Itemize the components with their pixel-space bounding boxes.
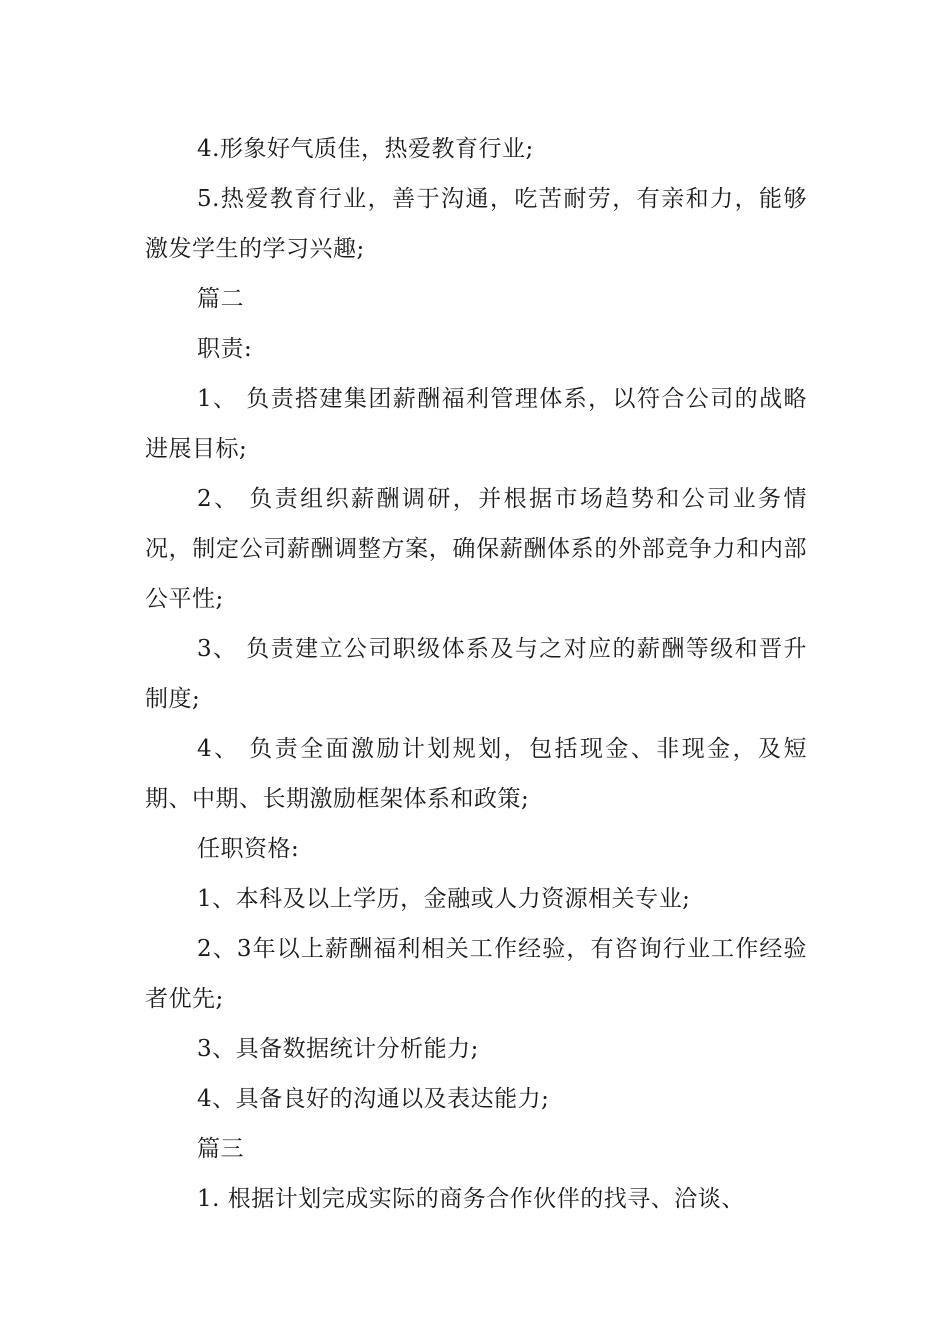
qualification-item-1: 1、本科及以上学历，金融或人力资源相关专业; (197, 886, 691, 912)
paragraph-requirement-5: 5.热爱教育行业，善于沟通，吃苦耐劳，有亲和力，能够激发学生的学习兴趣; (145, 186, 807, 262)
qualification-item-3: 3、具备数据统计分析能力; (197, 1036, 479, 1062)
section-heading-2: 篇二 (197, 286, 244, 312)
qualification-item-2: 2、3年以上薪酬福利相关工作经验，有咨询行业工作经验者优先; (145, 936, 807, 1012)
duty-item-2: 2、 负责组织薪酬调研，并根据市场趋势和公司业务情况，制定公司薪酬调整方案，确保薪酬体系的外部竞争力和内部公平性; (145, 486, 807, 612)
qualification-item-4: 4、具备良好的沟通以及表达能力; (197, 1086, 550, 1112)
section3-item-1: 1. 根据计划完成实际的商务合作伙伴的找寻、洽谈、 (197, 1186, 745, 1212)
qualifications-heading: 任职资格: (197, 836, 300, 862)
paragraph-requirement-4: 4.形象好气质佳，热爱教育行业; (197, 136, 534, 162)
duty-item-4: 4、 负责全面激励计划规划，包括现金、非现金，及短期、中期、长期激励框架体系和政策; (145, 736, 807, 812)
section-heading-3: 篇三 (197, 1136, 244, 1162)
duty-item-3: 3、 负责建立公司职级体系及与之对应的薪酬等级和晋升制度; (145, 636, 807, 712)
duties-heading: 职责: (197, 336, 253, 362)
duty-item-1: 1、 负责搭建集团薪酬福利管理体系，以符合公司的战略进展目标; (145, 386, 807, 462)
document-body (145, 124, 807, 1224)
